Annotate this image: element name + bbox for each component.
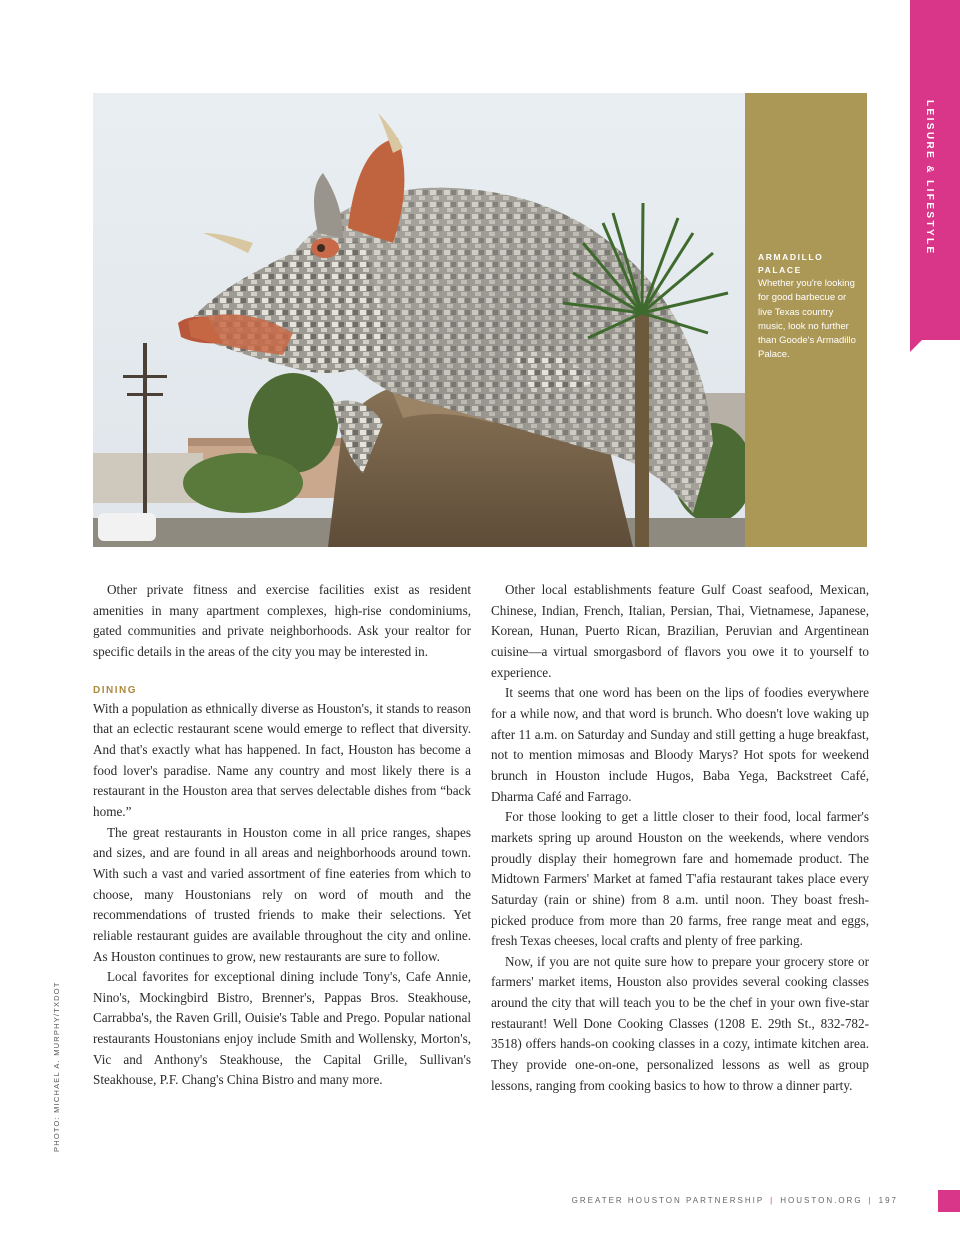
body-paragraph: With a population as ethnically diverse as Houston's, it stands to reason that an eclectic restaurant scene would emerge to reflect that diversity. And that's exactly what has happened. In fact, Houston has become a food lover's paradise. Name any country and most likely there is a restaurant in the Houston area that serves delectable dishes from “back home.” (93, 700, 471, 819)
caption-body: Whether you're looking for good barbecue or live Texas country music, look no further than Goode's Armadillo Palace. (758, 278, 856, 361)
body-paragraph: Now, if you are not quite sure how to prepare your grocery store or farmers' market items, Houston also provides several cooking classes around the city that will teach you to be the chef in your own five-star restaurant! Well Done Cooking Classes (1208 E. 29th St., 832-782-3518) offers hands-on cooking classes in a cozy, intimate kitchen area. They provide one-on-one, personalized lessons as well as group lessons, ranging from cooking basics to how to throw a dinner party. (491, 953, 869, 1093)
left-column (93, 580, 471, 1091)
body-paragraph: The great restaurants in Houston come in all price ranges, shapes and sizes, and are found in all areas and neighborhoods around town. With such a vast and varied assortment of fine eateries from which to choose, many Houstonians rely on word of mouth and the recommendations of trusted friends to make their selections. Yet reliable restaurant guides are available throughout the city and online. As Houston continues to grow, new restaurants are sure to follow. (93, 824, 471, 964)
armadillo-photo (93, 93, 745, 547)
right-column (491, 580, 869, 1096)
page-number: 197 (878, 1196, 898, 1205)
body-paragraph: It seems that one word has been on the lips of foodies everywhere for a while now, and that word is brunch. Who doesn't love waking up after 11 a.m. on Saturday and Sunday and still getting a huge breakfast, not to mention mimosas and Bloody Marys? Hot spots for weekend brunch in Houston include Hugos, Baba Yega, Backstreet Café, Dharma Café and Farrago. (491, 685, 869, 804)
section-tab-label: LEISURE & LIFESTYLE (924, 100, 935, 256)
intro-paragraph: Other private fitness and exercise facilities exist as resident amenities in many apartment complexes, high-rise condominiums, gated communities and private neighborhoods. Ask your realtor for specific details in the areas of the city you may be interested in. (93, 582, 471, 659)
photo-credit: PHOTO: MICHAEL A. MURPHY/TXDOT (52, 981, 61, 1152)
footer-website: HOUSTON.ORG (780, 1196, 863, 1205)
section-tab (910, 0, 960, 340)
body-paragraph: For those looking to get a little closer to their food, local farmer's markets spring up around Houston on the weekends, where vendors proudly display their homegrown fare and homemade product. The Midtown Farmers' Market at famed T'afia restaurant takes place every Saturday (rain or shine) from 8 a.m. until noon. They boast fresh-picked produce from more than 20 farms, free range meat and eggs, fresh Texas cheeses, local crafts and plenty of free parking. (491, 809, 869, 949)
footer-tab (938, 1190, 960, 1212)
page-footer (572, 1196, 898, 1205)
photo-caption (745, 93, 867, 547)
section-heading-dining: DINING (93, 684, 137, 696)
caption-title: ARMADILLO PALACE (758, 252, 824, 275)
body-paragraph: Local favorites for exceptional dining include Tony's, Cafe Annie, Nino's, Mockingbird Bistro, Brenner's, Pappas Bros. Steakhouse, Carrabba's, the Raven Grill, Ouisie's Table and Prego. Popular national restaurants Houstonians enjoy include Smith and Wollensky, Morton's, Vic and Anthony's Steakhouse, the Capital Grille, Sullivan's Steakhouse, P.F. Chang's China Bistro and many more. (93, 969, 471, 1088)
body-paragraph: Other local establishments feature Gulf Coast seafood, Mexican, Chinese, Indian, French, Italian, Persian, Thai, Vietnamese, Japanese, Korean, Hunan, Puerto Rican, Brazilian, Peruvian and Argentinean cuisine—a virtual smorgasbord of flavors you owe it to yourself to experience. (491, 582, 869, 680)
footer-separator: | (770, 1196, 775, 1205)
footer-publisher: GREATER HOUSTON PARTNERSHIP (571, 1196, 765, 1205)
footer-separator: | (868, 1196, 873, 1205)
